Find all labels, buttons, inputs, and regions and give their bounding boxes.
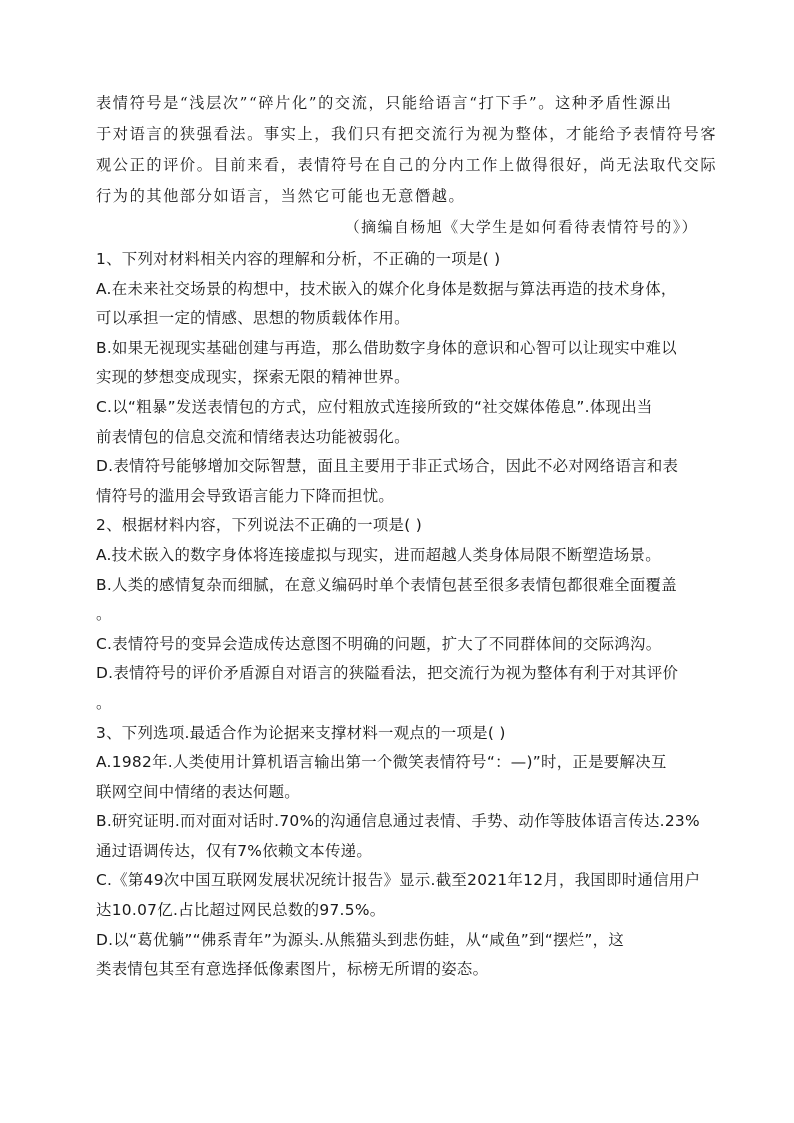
option-line: A.技术嵌入的数字身体将连接虚拟与现实，进而超越人类身体局限不断塑造场景。 bbox=[96, 545, 661, 564]
question-2 bbox=[96, 511, 698, 718]
passage-source: （摘编自杨旭《大学生是如何看待表情符号的》） bbox=[344, 218, 698, 236]
document-page bbox=[96, 88, 718, 985]
option-line: 类表情包其至有意选择低像素图片，标榜无所谓的姿态。 bbox=[96, 960, 489, 979]
option-line: C.以“粗暴”发送表情包的方式，应付粗放式连接所致的“社交媒体倦息”.体现出当 bbox=[96, 397, 653, 416]
option-line: 可以承担一定的情感、思想的物质载体作用。 bbox=[96, 309, 410, 328]
question-stem: 3、下列选项.最适合作为论据来支撑材料一观点的一项是( ) bbox=[96, 723, 506, 742]
passage-line: 观公正的评价。目前来看，表情符号在自己的分内工作上做得很好，尚无法取代交际 bbox=[96, 156, 718, 174]
option-line: 实现的梦想变成现实，探索无限的精神世界。 bbox=[96, 368, 410, 387]
option-line: C.表情符号的变异会造成传达意图不明确的问题，扩大了不同群体间的交际鸿沟。 bbox=[96, 634, 662, 653]
option-c bbox=[96, 630, 698, 660]
option-c bbox=[96, 393, 698, 452]
option-b bbox=[96, 334, 698, 393]
option-line: 达10.07亿.占比超过网民总数的97.5%。 bbox=[96, 901, 386, 920]
option-line: 前表情包的信息交流和情绪表达功能被弱化。 bbox=[96, 427, 410, 446]
option-line: 情符号的滥用会导致语言能力下降而担忧。 bbox=[96, 486, 395, 505]
option-line: 通过语调传达，仅有7%依赖文本传递。 bbox=[96, 841, 373, 860]
question-list bbox=[96, 245, 701, 985]
option-d bbox=[96, 926, 698, 985]
question-stem: 2、根据材料内容，下列说法不正确的一项是( ) bbox=[96, 516, 423, 535]
option-a bbox=[96, 541, 698, 571]
option-c bbox=[96, 866, 701, 925]
option-line: A.1982年.人类使用计算机语言输出第一个微笑表情符号“：—)”时，正是要解决互 bbox=[96, 753, 667, 772]
option-b bbox=[96, 571, 698, 630]
option-line: A.在未来社交场景的构想中，技术嵌入的媒介化身体是数据与算法再造的技术身体， bbox=[96, 279, 677, 298]
option-a bbox=[96, 748, 698, 807]
question-1 bbox=[96, 245, 698, 511]
option-line: D.表情符号能够增加交际智慧，面且主要用于非正式场合，因此不必对网络语言和表 bbox=[96, 457, 679, 476]
option-d bbox=[96, 452, 698, 511]
passage-excerpt bbox=[96, 88, 718, 212]
passage-line: 表情符号是“浅层次”“碎片化”的交流，只能给语言“打下手”。这种矛盾性源出 bbox=[96, 94, 673, 112]
passage-line: 行为的其他部分如语言，当然它可能也无意僭越。 bbox=[96, 187, 466, 205]
option-line: B.如果无视现实基础创建与再造，那么借助数字身体的意识和心智可以让现实中难以 bbox=[96, 338, 677, 357]
option-line: 。 bbox=[96, 605, 112, 624]
option-a bbox=[96, 275, 698, 334]
option-d bbox=[96, 659, 698, 718]
option-line: D.以“葛优躺”“佛系青年”为源头.从熊猫头到悲伤蛙，从“咸鱼”到“摆烂”，这 bbox=[96, 930, 625, 949]
option-line: B.研究证明.而对面对话时.70%的沟通信息通过表情、手势、动作等肢体语言传达.23% bbox=[96, 812, 700, 831]
question-3 bbox=[96, 719, 701, 985]
passage-line: 于对语言的狭强看法。事实上，我们只有把交流行为视为整体，才能给予表情符号客 bbox=[96, 125, 718, 143]
option-line: B.人类的感情复杂而细腻，在意义编码时单个表情包甚至很多表情包都很难全面覆盖 bbox=[96, 575, 677, 594]
option-line: 。 bbox=[96, 693, 112, 712]
option-b bbox=[96, 807, 698, 866]
option-line: D.表情符号的评价矛盾源自对语言的狭隘看法，把交流行为视为整体有利于对其评价 bbox=[96, 664, 679, 683]
option-line: C.《第49次中国互联网发展状况统计报告》显示.截至2021年12月，我国即时通信用户 bbox=[96, 871, 701, 890]
question-stem: 1、下列对材料相关内容的理解和分析，不正确的一项是( ) bbox=[96, 250, 501, 268]
option-line: 联网空间中情绪的表达何题。 bbox=[96, 782, 300, 801]
